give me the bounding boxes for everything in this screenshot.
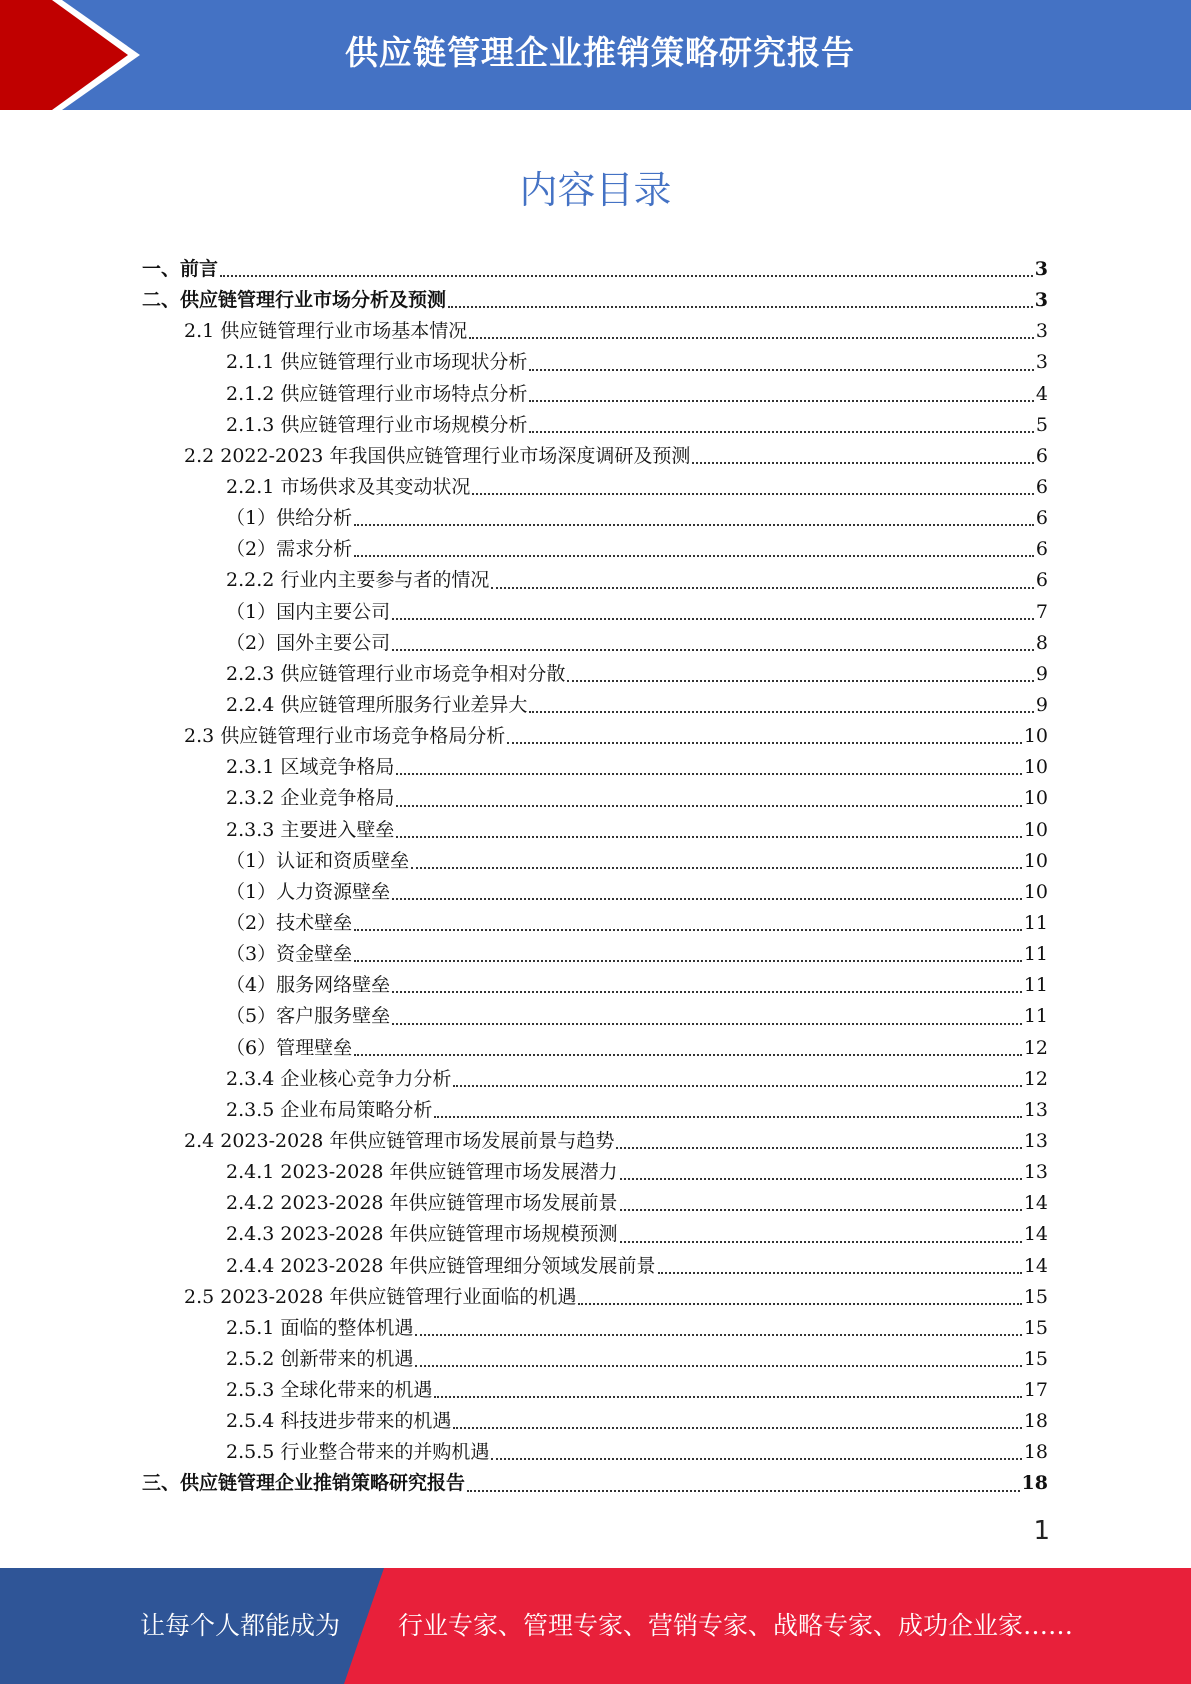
toc-leader-dots xyxy=(396,805,1021,807)
toc-entry-text: （6）管理壁垒 xyxy=(226,1036,353,1059)
toc-leader-dots xyxy=(467,1490,1020,1492)
toc-entry-text: 2.2.3 供应链管理行业市场竞争相对分散 xyxy=(226,662,566,685)
toc-entry[interactable] xyxy=(142,1406,1048,1437)
toc-entry[interactable] xyxy=(142,846,1048,877)
toc-entry-page: 15 xyxy=(1023,1316,1048,1339)
toc-entry-page: 11 xyxy=(1023,974,1048,997)
toc-leader-dots xyxy=(392,649,1034,651)
toc-leader-dots xyxy=(354,960,1022,962)
toc-entry-text: 二、供应链管理行业市场分析及预测 xyxy=(142,289,447,312)
toc-leader-dots xyxy=(529,431,1034,433)
footer-slogan-left: 让每个人都能成为 xyxy=(140,1611,341,1640)
toc-entry-text: 2.2.4 供应链管理所服务行业差异大 xyxy=(226,693,528,716)
toc-entry-page: 3 xyxy=(1035,320,1048,343)
toc-entry-text: 2.5 2023-2028 年供应链管理行业面临的机遇 xyxy=(184,1285,577,1308)
toc-leader-dots xyxy=(529,369,1034,371)
toc-leader-dots xyxy=(620,1178,1022,1180)
toc-entry[interactable] xyxy=(142,783,1048,814)
toc-entry-page: 12 xyxy=(1023,1036,1048,1059)
toc-leader-dots xyxy=(220,275,1033,277)
toc-entry-page: 14 xyxy=(1023,1254,1048,1277)
toc-entry-text: 2.2 2022-2023 年我国供应链管理行业市场深度调研及预测 xyxy=(184,444,691,467)
toc-leader-dots xyxy=(392,618,1034,620)
toc-entry[interactable] xyxy=(142,1219,1048,1250)
toc-entry-page: 6 xyxy=(1035,507,1048,530)
toc-leader-dots xyxy=(692,462,1033,464)
toc-leader-dots xyxy=(415,1365,1021,1367)
toc-entry-page: 3 xyxy=(1035,351,1048,374)
toc-entry[interactable] xyxy=(142,1126,1048,1157)
toc-entry-text: 2.3.4 企业核心竞争力分析 xyxy=(226,1067,452,1090)
toc-entry-text: 2.1.1 供应链管理行业市场现状分析 xyxy=(226,351,528,374)
toc-entry-text: 2.5.1 面临的整体机遇 xyxy=(226,1316,414,1339)
toc-leader-dots xyxy=(453,1427,1021,1429)
toc-entry-page: 14 xyxy=(1023,1223,1048,1246)
toc-leader-dots xyxy=(434,1396,1021,1398)
toc-entry-text: （2）国外主要公司 xyxy=(226,631,391,654)
toc-entry[interactable] xyxy=(142,316,1048,347)
toc-entry[interactable] xyxy=(142,659,1048,690)
toc-entry[interactable] xyxy=(142,1468,1048,1499)
toc-entry-page: 11 xyxy=(1023,1005,1048,1028)
toc-entry-page: 9 xyxy=(1035,662,1048,685)
toc-leader-dots xyxy=(529,400,1034,402)
toc-entry-text: 2.5.3 全球化带来的机遇 xyxy=(226,1379,433,1402)
toc-leader-dots xyxy=(396,836,1021,838)
toc-entry-page: 15 xyxy=(1023,1347,1048,1370)
toc-leader-dots xyxy=(354,555,1034,557)
toc-entry[interactable] xyxy=(142,1282,1048,1313)
toc-entry-page: 10 xyxy=(1023,787,1048,810)
toc-entry-text: 2.1 供应链管理行业市场基本情况 xyxy=(184,320,468,343)
toc-heading: 内容目录 xyxy=(519,168,672,212)
toc-entry-text: 2.5.5 行业整合带来的并购机遇 xyxy=(226,1441,490,1464)
toc-entry-page: 18 xyxy=(1021,1472,1048,1495)
toc-entry-text: 2.4.2 2023-2028 年供应链管理市场发展前景 xyxy=(226,1192,618,1215)
toc-entry[interactable] xyxy=(142,908,1048,939)
toc-entry[interactable] xyxy=(142,970,1048,1001)
toc-entry-text: 一、前言 xyxy=(142,258,219,280)
page-header xyxy=(0,0,1191,110)
toc-entry[interactable] xyxy=(142,1344,1048,1375)
toc-entry-page: 4 xyxy=(1035,382,1048,405)
toc-leader-dots xyxy=(620,1241,1022,1243)
toc-leader-dots xyxy=(396,773,1021,775)
toc-entry-text: （1）人力资源壁垒 xyxy=(226,880,391,903)
toc-leader-dots xyxy=(469,337,1034,339)
toc-entry-text: （4）服务网络壁垒 xyxy=(226,974,391,997)
page-number: 1 xyxy=(1033,1516,1050,1546)
toc-entry-page: 10 xyxy=(1023,818,1048,841)
toc-entry-text: （2）需求分析 xyxy=(226,538,353,561)
toc-entry[interactable] xyxy=(142,1064,1048,1095)
toc-entry[interactable] xyxy=(142,721,1048,752)
toc-leader-dots xyxy=(392,1023,1022,1025)
toc-entry[interactable] xyxy=(142,752,1048,783)
toc-entry-page: 10 xyxy=(1023,756,1048,779)
toc-entry-page: 3 xyxy=(1034,289,1048,312)
toc-entry-text: 2.4.1 2023-2028 年供应链管理市场发展潜力 xyxy=(226,1161,618,1184)
document-title: 供应链管理企业推销策略研究报告 xyxy=(345,33,855,72)
toc-entry[interactable] xyxy=(142,1375,1048,1406)
toc-entry-text: （1）供给分析 xyxy=(226,507,353,530)
toc-entry-page: 11 xyxy=(1023,943,1048,966)
toc-entry-page: 10 xyxy=(1023,880,1048,903)
toc-leader-dots xyxy=(567,680,1034,682)
toc-leader-dots xyxy=(453,1085,1021,1087)
toc-leader-dots xyxy=(354,1054,1022,1056)
toc-entry-text: 2.4.3 2023-2028 年供应链管理市场规模预测 xyxy=(226,1223,618,1246)
toc-entry[interactable] xyxy=(142,379,1048,410)
toc-entry[interactable] xyxy=(142,939,1048,970)
toc-entry-page: 6 xyxy=(1035,475,1048,498)
page-footer xyxy=(0,1568,1191,1684)
toc-leader-dots xyxy=(491,587,1034,589)
toc-entry-text: 2.2.1 市场供求及其变动状况 xyxy=(226,475,471,498)
toc-entry[interactable] xyxy=(142,565,1048,596)
toc-entry-page: 6 xyxy=(1035,569,1048,592)
toc-entry[interactable] xyxy=(142,410,1048,441)
toc-entry[interactable] xyxy=(142,285,1048,316)
toc-leader-dots xyxy=(354,524,1034,526)
toc-entry-text: 2.3.1 区域竞争格局 xyxy=(226,756,395,779)
toc-entry-text: （1）国内主要公司 xyxy=(226,600,391,623)
toc-entry[interactable] xyxy=(142,1188,1048,1219)
toc-entry-page: 3 xyxy=(1034,258,1048,280)
toc-entry-page: 18 xyxy=(1023,1410,1048,1433)
toc-entry[interactable] xyxy=(142,1095,1048,1126)
toc-entry-text: 2.4 2023-2028 年供应链管理市场发展前景与趋势 xyxy=(184,1129,615,1152)
toc-leader-dots xyxy=(354,929,1022,931)
toc-entry-page: 6 xyxy=(1035,444,1048,467)
footer-slogan-right: 行业专家、管理专家、营销专家、战略专家、成功企业家…… xyxy=(398,1611,1074,1640)
toc-leader-dots xyxy=(392,898,1022,900)
toc-leader-dots xyxy=(472,493,1034,495)
toc-entry-text: 2.3.3 主要进入壁垒 xyxy=(226,818,395,841)
toc-entry[interactable] xyxy=(142,815,1048,846)
toc-entry-text: 2.1.2 供应链管理行业市场特点分析 xyxy=(226,382,528,405)
toc-leader-dots xyxy=(529,711,1034,713)
toc-entry-text: （1）认证和资质壁垒 xyxy=(226,849,410,872)
toc-entry-page: 14 xyxy=(1023,1192,1048,1215)
toc-entry-text: 2.4.4 2023-2028 年供应链管理细分领域发展前景 xyxy=(226,1254,656,1277)
table-of-contents xyxy=(142,254,1048,1500)
toc-entry-page: 13 xyxy=(1023,1161,1048,1184)
toc-entry-page: 10 xyxy=(1023,725,1048,748)
toc-entry-page: 8 xyxy=(1035,631,1048,654)
toc-entry-text: （3）资金壁垒 xyxy=(226,943,353,966)
toc-leader-dots xyxy=(411,867,1022,869)
toc-entry-page: 15 xyxy=(1023,1285,1048,1308)
toc-entry-page: 7 xyxy=(1035,600,1048,623)
toc-leader-dots xyxy=(415,1334,1021,1336)
toc-entry-text: 2.3.5 企业布局策略分析 xyxy=(226,1098,433,1121)
toc-entry-page: 6 xyxy=(1035,538,1048,561)
toc-entry[interactable] xyxy=(142,534,1048,565)
toc-entry-text: 2.3.2 企业竞争格局 xyxy=(226,787,395,810)
toc-entry[interactable] xyxy=(142,254,1048,285)
toc-entry-page: 18 xyxy=(1023,1441,1048,1464)
toc-leader-dots xyxy=(616,1147,1021,1149)
toc-entry-text: 2.5.4 科技进步带来的机遇 xyxy=(226,1410,452,1433)
toc-leader-dots xyxy=(434,1116,1021,1118)
toc-entry-page: 17 xyxy=(1023,1379,1048,1402)
toc-entry[interactable] xyxy=(142,503,1048,534)
toc-leader-dots xyxy=(620,1209,1022,1211)
toc-entry[interactable] xyxy=(142,441,1048,472)
toc-entry-text: 2.3 供应链管理行业市场竞争格局分析 xyxy=(184,725,506,748)
toc-leader-dots xyxy=(448,306,1033,308)
toc-entry-text: 2.1.3 供应链管理行业市场规模分析 xyxy=(226,413,528,436)
toc-entry-text: 三、供应链管理企业推销策略研究报告 xyxy=(142,1472,466,1495)
toc-entry[interactable] xyxy=(142,877,1048,908)
toc-entry[interactable] xyxy=(142,1157,1048,1188)
toc-leader-dots xyxy=(578,1303,1021,1305)
toc-entry-text: （5）客户服务壁垒 xyxy=(226,1005,391,1028)
toc-entry[interactable] xyxy=(142,1001,1048,1032)
toc-entry[interactable] xyxy=(142,597,1048,628)
toc-entry-page: 5 xyxy=(1035,413,1048,436)
toc-entry-page: 12 xyxy=(1023,1067,1048,1090)
toc-entry[interactable] xyxy=(142,1437,1048,1468)
toc-entry[interactable] xyxy=(142,347,1048,378)
toc-leader-dots xyxy=(491,1458,1021,1460)
toc-entry[interactable] xyxy=(142,1251,1048,1282)
toc-entry-page: 10 xyxy=(1023,849,1048,872)
toc-leader-dots xyxy=(507,742,1022,744)
toc-entry-page: 11 xyxy=(1023,911,1048,934)
toc-entry[interactable] xyxy=(142,1313,1048,1344)
toc-entry-page: 13 xyxy=(1023,1098,1048,1121)
toc-entry-page: 9 xyxy=(1035,693,1048,716)
toc-entry[interactable] xyxy=(142,1033,1048,1064)
toc-entry-text: （2）技术壁垒 xyxy=(226,911,353,934)
toc-entry[interactable] xyxy=(142,628,1048,659)
toc-entry-text: 2.5.2 创新带来的机遇 xyxy=(226,1347,414,1370)
toc-leader-dots xyxy=(658,1272,1022,1274)
toc-entry-text: 2.2.2 行业内主要参与者的情况 xyxy=(226,569,490,592)
toc-entry[interactable] xyxy=(142,472,1048,503)
toc-leader-dots xyxy=(392,991,1022,993)
toc-entry[interactable] xyxy=(142,690,1048,721)
toc-entry-page: 13 xyxy=(1023,1129,1048,1152)
